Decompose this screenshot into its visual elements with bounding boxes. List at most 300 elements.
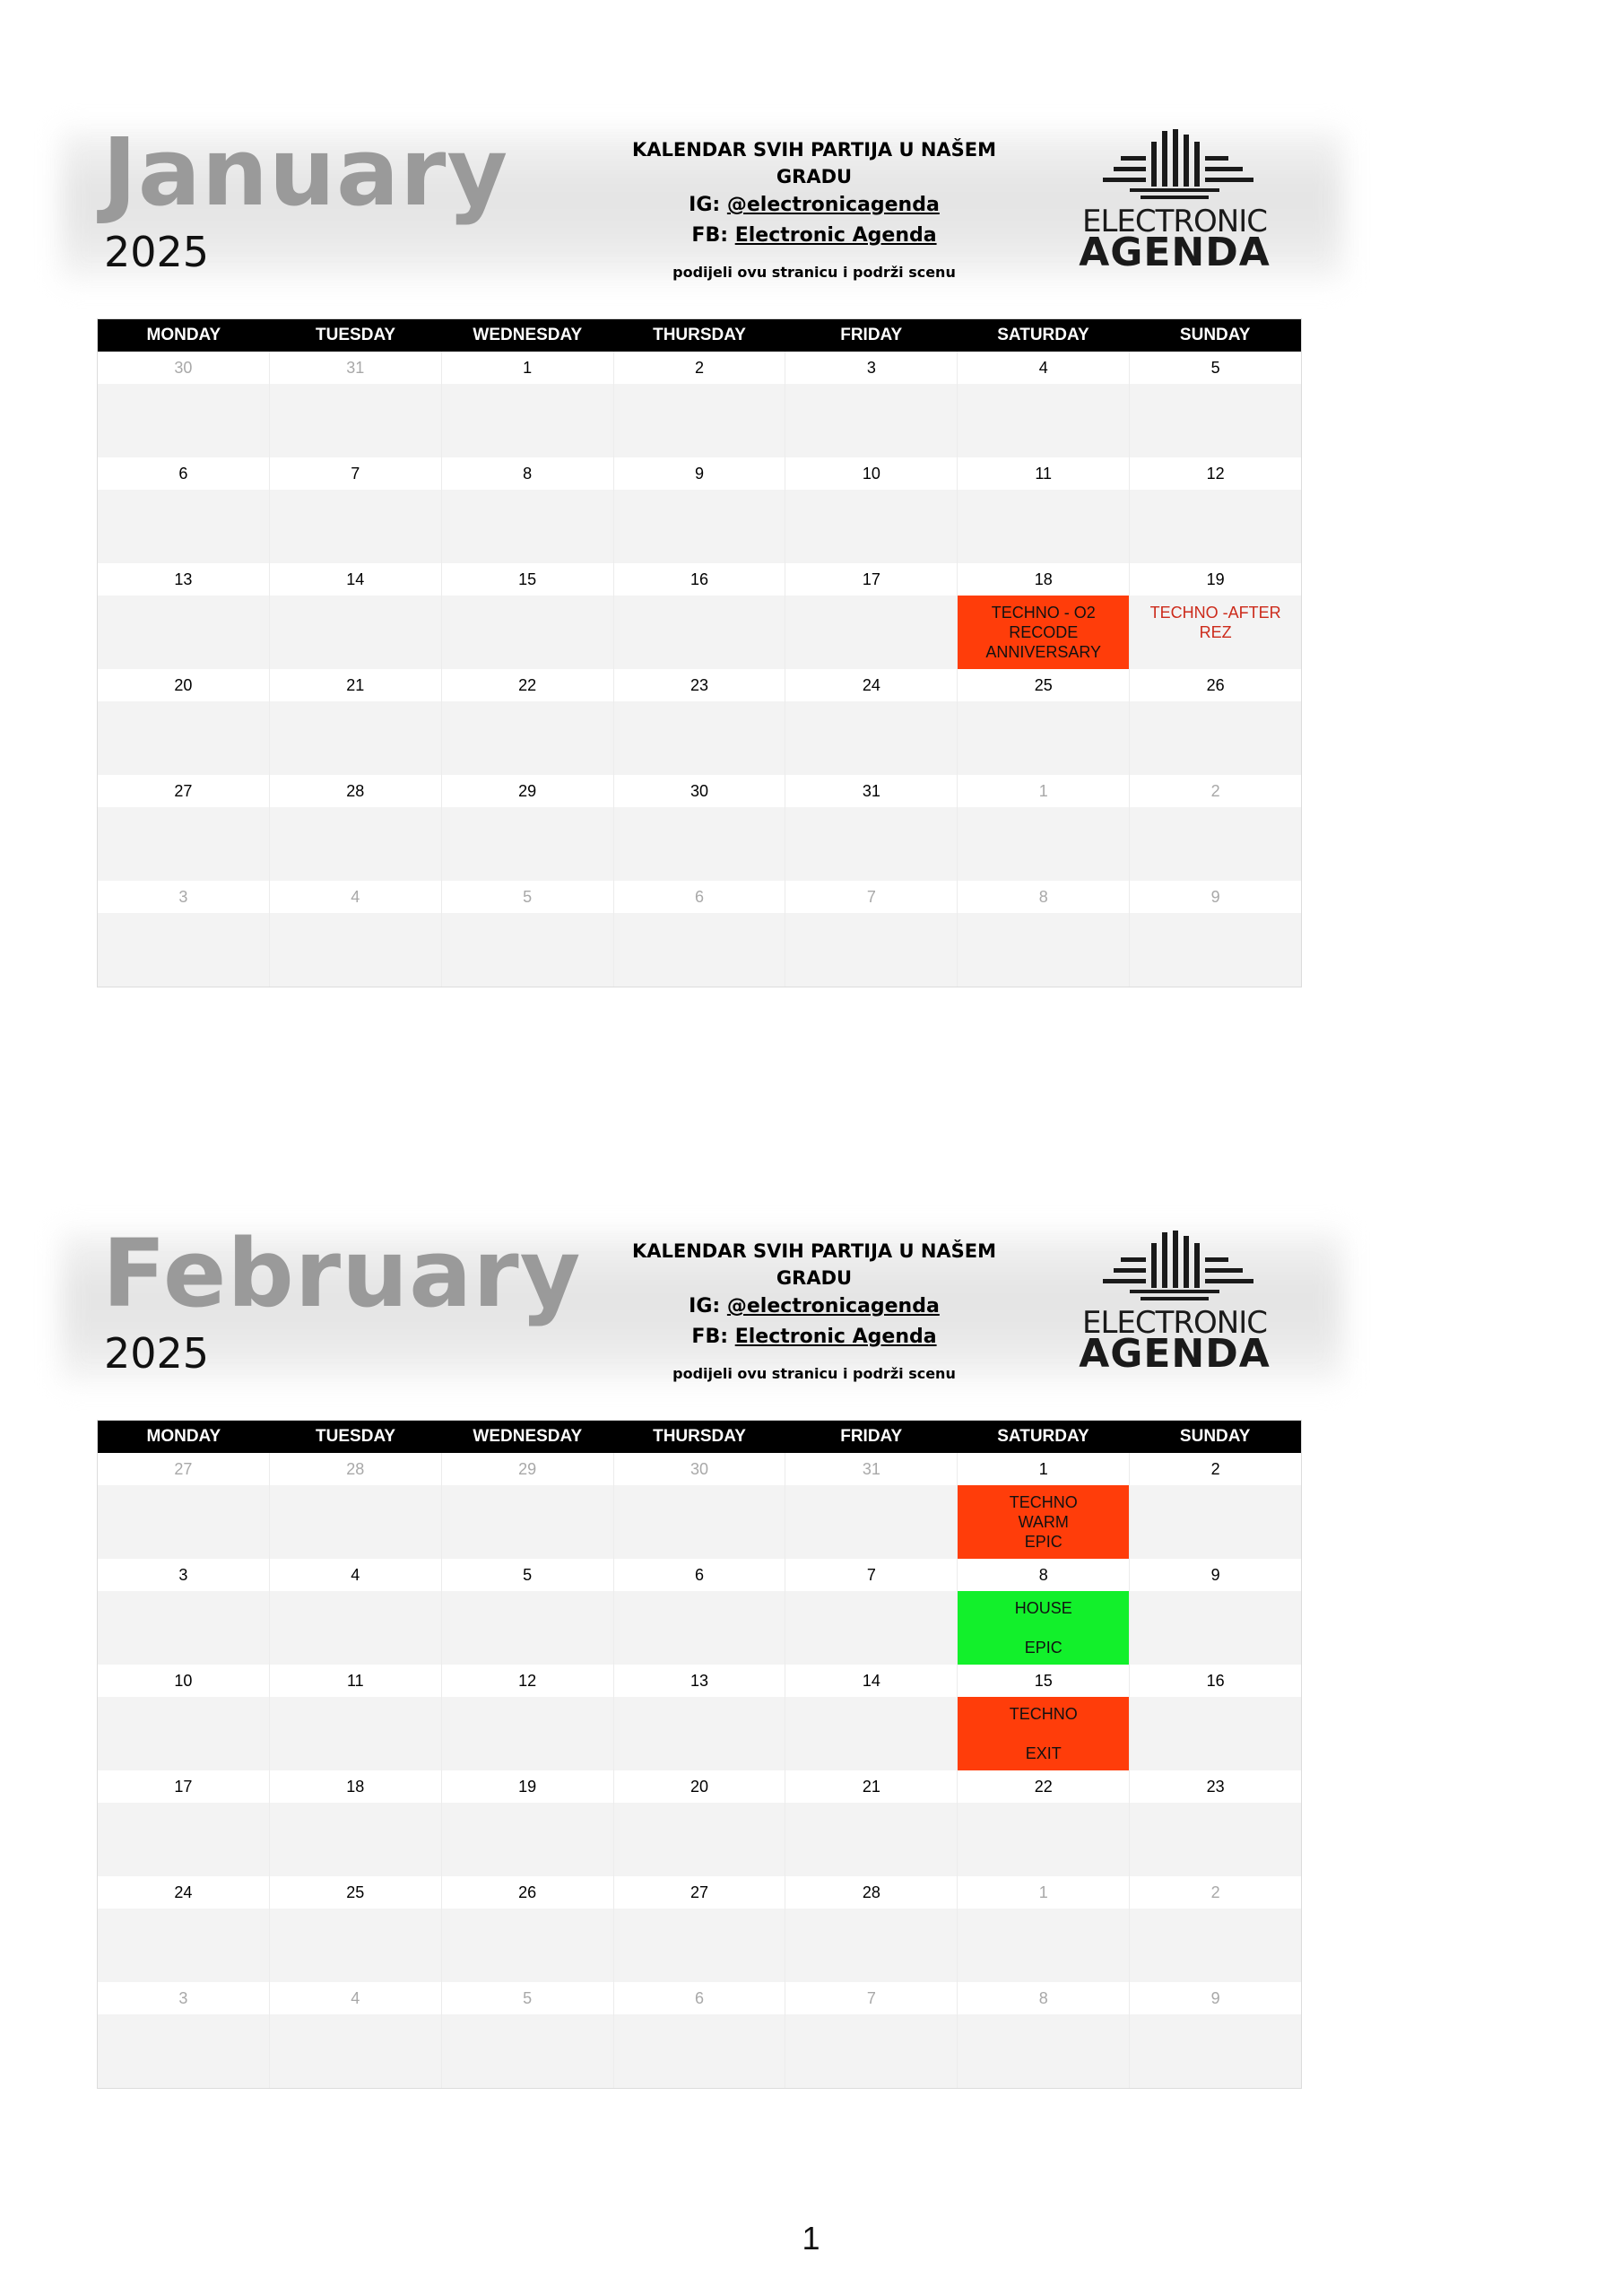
day-number: 28 — [785, 1876, 957, 1909]
day-cell[interactable] — [1130, 1453, 1301, 1559]
equalizer-logo-icon — [1067, 129, 1282, 206]
day-number: 4 — [270, 1982, 441, 2014]
day-cell[interactable] — [98, 457, 270, 563]
day-cell[interactable] — [1130, 352, 1301, 457]
weekday-friday: FRIDAY — [840, 326, 903, 344]
day-number: 15 — [958, 1665, 1129, 1697]
day-cell[interactable] — [785, 1982, 958, 2088]
day-number: 8 — [958, 1982, 1129, 2014]
event-text: EXIT — [1025, 1744, 1062, 1762]
month-january — [97, 117, 1302, 906]
day-cell[interactable] — [614, 775, 786, 881]
event-text: HOUSE — [1014, 1599, 1072, 1617]
day-cell[interactable] — [1130, 1665, 1301, 1770]
day-events-area — [270, 1803, 441, 1876]
day-cell[interactable] — [1130, 881, 1301, 987]
day-events-area — [270, 596, 441, 669]
facebook-link[interactable]: Electronic Agenda — [734, 224, 937, 247]
day-number: 25 — [958, 669, 1129, 701]
logo-text-electronic: ELECTRONIC — [1081, 1305, 1267, 1341]
event-text: WARM — [1018, 1513, 1069, 1531]
day-cell[interactable] — [442, 1876, 614, 1982]
day-events-area — [785, 1591, 957, 1665]
weekday-wednesday: WEDNESDAY — [473, 326, 583, 344]
event-text: REZ — [1199, 623, 1232, 641]
day-events-area — [958, 2014, 1129, 2088]
day-number: 18 — [270, 1770, 441, 1803]
day-events-area — [1130, 807, 1301, 881]
calendar-week-row — [98, 1770, 1301, 1876]
calendar-week-row — [98, 1982, 1301, 2088]
day-events-area — [785, 1485, 957, 1559]
day-number: 1 — [958, 775, 1129, 807]
day-number: 30 — [614, 1453, 785, 1485]
calendar-heading: KALENDAR SVIH PARTIJA U NAŠEM GRADU — [631, 139, 997, 187]
day-cell[interactable] — [442, 563, 614, 669]
day-cell[interactable] — [442, 1665, 614, 1770]
day-events-area — [442, 1803, 613, 1876]
event-card[interactable] — [1130, 596, 1301, 669]
day-events-area — [98, 384, 269, 457]
weekday-tuesday: TUESDAY — [316, 1427, 396, 1446]
day-cell[interactable] — [442, 352, 614, 457]
day-events-area — [958, 384, 1129, 457]
day-events-area — [98, 1803, 269, 1876]
day-number: 1 — [958, 1876, 1129, 1909]
day-cell[interactable] — [442, 1982, 614, 2088]
day-cell[interactable] — [270, 1665, 442, 1770]
day-cell[interactable] — [1130, 1982, 1301, 2088]
day-events-area — [614, 596, 785, 669]
weekday-wednesday: WEDNESDAY — [473, 1427, 583, 1446]
day-cell[interactable] — [98, 1559, 270, 1665]
event-text: EPIC — [1024, 1533, 1063, 1551]
day-events-area — [785, 807, 957, 881]
day-cell[interactable] — [785, 352, 958, 457]
day-cell[interactable] — [270, 881, 442, 987]
day-events-area — [270, 701, 441, 775]
day-number: 6 — [614, 881, 785, 913]
day-events-area — [614, 1591, 785, 1665]
day-events-area — [270, 384, 441, 457]
day-events-area — [614, 1697, 785, 1770]
day-events-area — [785, 490, 957, 563]
event-card[interactable] — [958, 596, 1129, 669]
day-cell[interactable] — [958, 669, 1130, 775]
day-number: 22 — [442, 669, 613, 701]
day-events-area — [98, 1697, 269, 1770]
day-cell[interactable] — [98, 352, 270, 457]
day-cell[interactable] — [1130, 669, 1301, 775]
day-cell[interactable] — [442, 1453, 614, 1559]
day-number: 30 — [614, 775, 785, 807]
day-events-area — [785, 701, 957, 775]
day-cell[interactable] — [98, 881, 270, 987]
day-cell[interactable] — [442, 457, 614, 563]
day-number: 18 — [958, 563, 1129, 596]
day-number: 2 — [1130, 1876, 1301, 1909]
day-number: 14 — [270, 563, 441, 596]
day-cell[interactable] — [98, 1770, 270, 1876]
day-events-area — [270, 490, 441, 563]
day-events-area — [1130, 701, 1301, 775]
day-cell[interactable] — [614, 1559, 786, 1665]
weekday-saturday: SATURDAY — [997, 1427, 1089, 1446]
day-cell[interactable] — [785, 1770, 958, 1876]
day-cell[interactable] — [614, 1876, 786, 1982]
day-number: 6 — [98, 457, 269, 490]
day-cell[interactable] — [270, 457, 442, 563]
day-cell[interactable] — [1130, 563, 1301, 669]
facebook-link[interactable]: Electronic Agenda — [734, 1326, 937, 1348]
weekday-sunday: SUNDAY — [1179, 326, 1251, 344]
day-events-area — [958, 1591, 1129, 1665]
day-events-area — [270, 1591, 441, 1665]
day-number: 3 — [98, 1982, 269, 2014]
day-number: 31 — [785, 1453, 957, 1485]
day-events-area — [442, 596, 613, 669]
electronic-agenda-logo — [1067, 129, 1282, 273]
day-number: 9 — [1130, 1982, 1301, 2014]
calendar-grid — [97, 318, 1302, 987]
day-events-area — [1130, 596, 1301, 669]
day-cell[interactable] — [442, 775, 614, 881]
event-text: TECHNO — [1009, 1493, 1078, 1511]
day-cell[interactable] — [785, 669, 958, 775]
day-number: 3 — [98, 881, 269, 913]
weekday-header — [98, 319, 1301, 352]
calendar-grid — [97, 1420, 1302, 2089]
day-cell[interactable] — [785, 775, 958, 881]
day-cell[interactable] — [614, 1453, 786, 1559]
day-number: 30 — [98, 352, 269, 384]
fb-label: FB: — [691, 224, 729, 247]
month-title: January — [102, 117, 509, 227]
weekday-friday: FRIDAY — [840, 1427, 903, 1446]
day-number: 7 — [785, 881, 957, 913]
day-number: 20 — [98, 669, 269, 701]
day-events-area — [614, 1485, 785, 1559]
ig-label: IG: — [689, 194, 721, 216]
day-events-area — [958, 490, 1129, 563]
day-cell[interactable] — [442, 1770, 614, 1876]
day-events-area — [98, 701, 269, 775]
day-events-area — [1130, 1485, 1301, 1559]
calendar-week-row — [98, 881, 1301, 987]
day-cell[interactable] — [785, 1453, 958, 1559]
day-events-area — [98, 1909, 269, 1982]
day-cell[interactable] — [270, 1453, 442, 1559]
day-events-area — [614, 807, 785, 881]
day-events-area — [442, 913, 613, 987]
day-events-area — [1130, 1591, 1301, 1665]
day-number: 27 — [98, 775, 269, 807]
day-events-area — [1130, 913, 1301, 987]
day-cell[interactable] — [614, 1770, 786, 1876]
weekday-monday: MONDAY — [146, 1427, 221, 1446]
calendar-week-row — [98, 775, 1301, 881]
day-events-area — [958, 913, 1129, 987]
day-cell[interactable] — [958, 352, 1130, 457]
weekday-header — [98, 1421, 1301, 1453]
day-number: 27 — [614, 1876, 785, 1909]
day-cell[interactable] — [442, 669, 614, 775]
month-february — [97, 1219, 1302, 2007]
day-number: 16 — [614, 563, 785, 596]
day-cell[interactable] — [98, 1453, 270, 1559]
day-events-area — [1130, 384, 1301, 457]
weekday-thursday: THURSDAY — [653, 1427, 746, 1446]
calendar-week-row — [98, 1665, 1301, 1770]
logo-text-agenda: AGENDA — [1079, 1331, 1271, 1377]
day-cell[interactable] — [785, 457, 958, 563]
day-cell[interactable] — [270, 563, 442, 669]
day-events-area — [958, 596, 1129, 669]
day-cell[interactable] — [614, 457, 786, 563]
day-number: 14 — [785, 1665, 957, 1697]
day-number: 17 — [785, 563, 957, 596]
day-events-area — [270, 807, 441, 881]
event-text: RECODE — [1009, 623, 1079, 641]
calendar-week-row — [98, 563, 1301, 669]
day-cell[interactable] — [1130, 1770, 1301, 1876]
calendar-week-row — [98, 669, 1301, 775]
day-number: 27 — [98, 1453, 269, 1485]
day-events-area — [958, 1909, 1129, 1982]
day-events-area — [442, 2014, 613, 2088]
day-number: 26 — [442, 1876, 613, 1909]
day-cell[interactable] — [98, 1876, 270, 1982]
day-number: 6 — [614, 1559, 785, 1591]
day-number: 24 — [785, 669, 957, 701]
weekday-sunday: SUNDAY — [1179, 1427, 1251, 1446]
day-events-area — [958, 1485, 1129, 1559]
day-number: 5 — [442, 1982, 613, 2014]
day-events-area — [98, 596, 269, 669]
day-events-area — [1130, 1803, 1301, 1876]
day-cell[interactable] — [1130, 775, 1301, 881]
day-events-area — [614, 384, 785, 457]
event-card[interactable] — [958, 1485, 1129, 1559]
day-cell[interactable] — [785, 1559, 958, 1665]
day-events-area — [442, 1485, 613, 1559]
day-cell[interactable] — [614, 881, 786, 987]
day-events-area — [442, 1591, 613, 1665]
day-cell[interactable] — [958, 1453, 1130, 1559]
calendar-week-row — [98, 1876, 1301, 1982]
month-year: 2025 — [104, 1329, 210, 1378]
day-cell[interactable] — [270, 1982, 442, 2088]
day-cell[interactable] — [98, 563, 270, 669]
day-number: 19 — [1130, 563, 1301, 596]
day-events-area — [270, 913, 441, 987]
day-number: 21 — [270, 669, 441, 701]
day-events-area — [98, 913, 269, 987]
day-events-area — [98, 807, 269, 881]
day-cell[interactable] — [270, 775, 442, 881]
banner-info — [626, 136, 1002, 283]
banner-info — [626, 1238, 1002, 1385]
day-number: 8 — [958, 1559, 1129, 1591]
weekday-thursday: THURSDAY — [653, 326, 746, 344]
page-number: 1 — [802, 2220, 820, 2257]
day-cell[interactable] — [958, 881, 1130, 987]
day-cell[interactable] — [958, 1559, 1130, 1665]
day-cell[interactable] — [614, 352, 786, 457]
day-events-area — [270, 2014, 441, 2088]
event-spacer — [958, 1724, 1129, 1744]
facebook-line — [626, 1322, 1002, 1352]
day-number: 25 — [270, 1876, 441, 1909]
event-text: TECHNO -AFTER — [1149, 604, 1281, 622]
day-cell[interactable] — [958, 457, 1130, 563]
day-events-area — [1130, 490, 1301, 563]
share-note: podijeli ovu stranicu i podrži scenu — [672, 264, 956, 281]
day-number: 12 — [1130, 457, 1301, 490]
day-events-area — [785, 384, 957, 457]
ig-label: IG: — [689, 1295, 721, 1318]
day-cell[interactable] — [98, 1665, 270, 1770]
month-year: 2025 — [104, 228, 210, 276]
day-cell[interactable] — [270, 669, 442, 775]
day-events-area — [442, 701, 613, 775]
day-events-area — [270, 1485, 441, 1559]
day-events-area — [785, 1803, 957, 1876]
day-cell[interactable] — [614, 1665, 786, 1770]
day-events-area — [442, 1697, 613, 1770]
weekday-tuesday: TUESDAY — [316, 326, 396, 344]
day-cell[interactable] — [785, 563, 958, 669]
day-number: 19 — [442, 1770, 613, 1803]
day-number: 2 — [1130, 1453, 1301, 1485]
instagram-link[interactable]: @electronicagenda — [726, 1295, 940, 1318]
day-number: 5 — [442, 881, 613, 913]
day-events-area — [958, 1803, 1129, 1876]
day-number: 15 — [442, 563, 613, 596]
day-events-area — [1130, 2014, 1301, 2088]
day-events-area — [98, 2014, 269, 2088]
calendar-heading: KALENDAR SVIH PARTIJA U NAŠEM GRADU — [631, 1240, 997, 1289]
fb-label: FB: — [691, 1326, 729, 1348]
event-text: ANNIVERSARY — [985, 643, 1102, 661]
electronic-agenda-logo — [1067, 1231, 1282, 1377]
month-title: February — [102, 1219, 582, 1328]
day-number: 3 — [785, 352, 957, 384]
day-events-area — [614, 1803, 785, 1876]
event-spacer — [958, 1618, 1129, 1638]
day-cell[interactable] — [270, 1770, 442, 1876]
event-text: TECHNO — [1009, 1705, 1078, 1723]
day-cell[interactable] — [270, 352, 442, 457]
month-banner — [97, 117, 1302, 287]
facebook-line — [626, 221, 1002, 251]
day-number: 5 — [1130, 352, 1301, 384]
day-cell[interactable] — [1130, 457, 1301, 563]
day-cell[interactable] — [958, 563, 1130, 669]
day-cell[interactable] — [958, 775, 1130, 881]
calendar-week-row — [98, 457, 1301, 563]
day-cell[interactable] — [98, 1982, 270, 2088]
day-cell[interactable] — [614, 669, 786, 775]
day-events-area — [442, 807, 613, 881]
day-number: 7 — [270, 457, 441, 490]
day-cell[interactable] — [785, 1876, 958, 1982]
day-number: 8 — [442, 457, 613, 490]
day-events-area — [614, 701, 785, 775]
logo-text-agenda: AGENDA — [1079, 230, 1271, 275]
day-number: 10 — [785, 457, 957, 490]
event-card[interactable] — [958, 1697, 1129, 1770]
day-cell[interactable] — [1130, 1559, 1301, 1665]
day-cell[interactable] — [98, 669, 270, 775]
day-cell[interactable] — [958, 1982, 1130, 2088]
day-cell[interactable] — [98, 775, 270, 881]
day-number: 13 — [614, 1665, 785, 1697]
day-number: 12 — [442, 1665, 613, 1697]
calendar-weeks — [98, 1453, 1301, 2088]
day-number: 31 — [785, 775, 957, 807]
day-number: 17 — [98, 1770, 269, 1803]
day-events-area — [785, 1909, 957, 1982]
day-cell[interactable] — [958, 1770, 1130, 1876]
day-number: 10 — [98, 1665, 269, 1697]
day-cell[interactable] — [442, 1559, 614, 1665]
event-card[interactable] — [958, 1591, 1129, 1665]
day-number: 28 — [270, 775, 441, 807]
day-events-area — [785, 2014, 957, 2088]
instagram-line — [626, 1292, 1002, 1322]
day-number: 22 — [958, 1770, 1129, 1803]
month-banner — [97, 1219, 1302, 1388]
day-events-area — [442, 490, 613, 563]
day-events-area — [442, 384, 613, 457]
day-events-area — [958, 701, 1129, 775]
weekday-monday: MONDAY — [146, 326, 221, 344]
day-number: 13 — [98, 563, 269, 596]
day-number: 16 — [1130, 1665, 1301, 1697]
day-number: 24 — [98, 1876, 269, 1909]
day-number: 2 — [614, 352, 785, 384]
calendar-week-row — [98, 1453, 1301, 1559]
day-cell[interactable] — [785, 881, 958, 987]
day-number: 31 — [270, 352, 441, 384]
day-cell[interactable] — [270, 1876, 442, 1982]
day-cell[interactable] — [958, 1665, 1130, 1770]
day-events-area — [1130, 1909, 1301, 1982]
instagram-link[interactable]: @electronicagenda — [726, 194, 940, 216]
day-number: 4 — [958, 352, 1129, 384]
day-cell[interactable] — [1130, 1876, 1301, 1982]
day-number: 7 — [785, 1982, 957, 2014]
day-number: 4 — [270, 1559, 441, 1591]
day-events-area — [958, 1697, 1129, 1770]
instagram-line — [626, 190, 1002, 221]
day-cell[interactable] — [270, 1559, 442, 1665]
day-cell[interactable] — [614, 563, 786, 669]
day-cell[interactable] — [958, 1876, 1130, 1982]
day-number: 2 — [1130, 775, 1301, 807]
day-cell[interactable] — [614, 1982, 786, 2088]
day-events-area — [98, 1485, 269, 1559]
day-number: 6 — [614, 1982, 785, 2014]
day-number: 1 — [958, 1453, 1129, 1485]
day-cell[interactable] — [785, 1665, 958, 1770]
logo-text-electronic: ELECTRONIC — [1081, 204, 1267, 239]
day-number: 11 — [958, 457, 1129, 490]
day-events-area — [614, 490, 785, 563]
day-cell[interactable] — [442, 881, 614, 987]
share-note: podijeli ovu stranicu i podrži scenu — [672, 1365, 956, 1382]
